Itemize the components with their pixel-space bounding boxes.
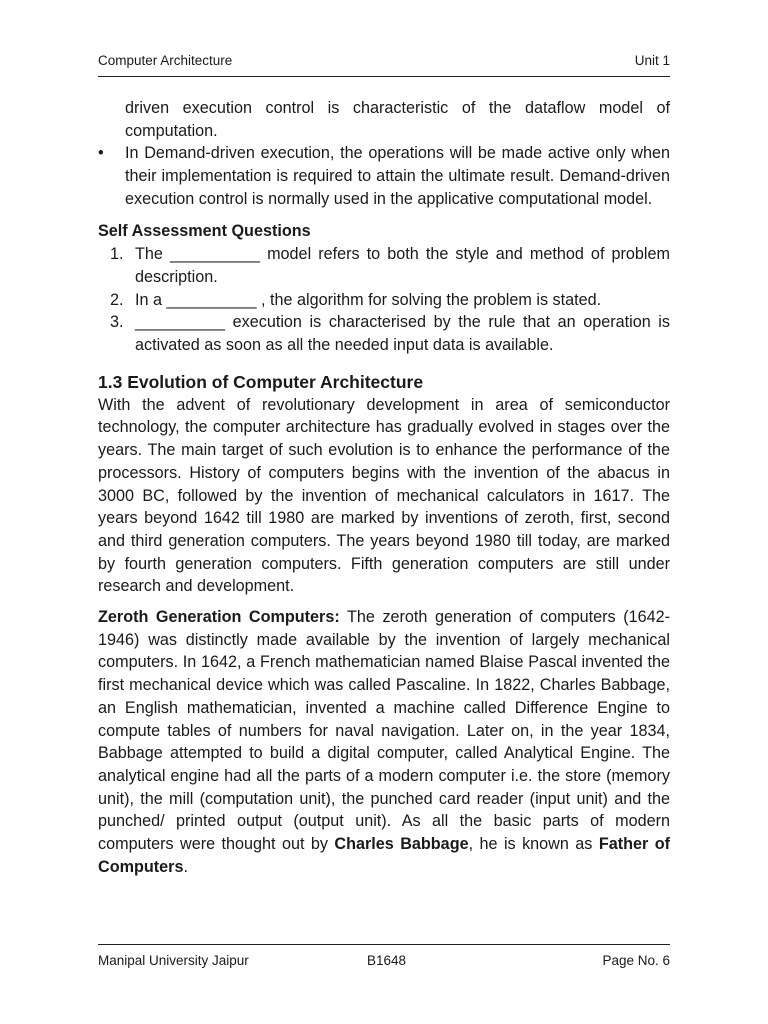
question-number: 2. bbox=[110, 290, 124, 309]
page-footer bbox=[98, 953, 670, 968]
bullet-icon: • bbox=[98, 144, 104, 163]
self-assessment-title: Self Assessment Questions bbox=[98, 221, 311, 240]
question-number: 3. bbox=[110, 313, 124, 332]
page-header bbox=[98, 53, 670, 73]
question-text: The __________ model refers to both the style and method of problem description. bbox=[135, 245, 670, 286]
continuation-paragraph: driven execution control is characteristic of the dataflow model of computation. bbox=[125, 99, 670, 140]
header-rule bbox=[98, 76, 670, 77]
footer-course-code: B1648 bbox=[367, 953, 407, 968]
footer-page-number: Page No. 6 bbox=[602, 953, 670, 968]
zeroth-generation-end: . bbox=[183, 857, 188, 876]
father-of-computers: Father of Computers bbox=[98, 835, 670, 876]
zeroth-generation-paragraph bbox=[98, 606, 670, 878]
section-heading: 1.3 Evolution of Computer Architecture bbox=[98, 371, 424, 392]
zeroth-generation-body: The zeroth generation of computers (1642-1946) was distinctly made available by the invention of largely mechanical computers. In 1642, a French mathematician named Blaise Pascal invented the first mechanical device which was called Pascaline. In 1822, Charles Babbage, an English mathematician, invented a machine called Difference Engine to compute tables of numbers for naval navigation. Later on, in the year 1834, Babbage attempted to build a digital computer, called Analytical Engine. The analytical engine had all the parts of a modern computer i.e. the store (memory unit), the mill (computation unit), the punched card reader (input unit) and the punched/ printed output (output unit). As all the basic parts of modern computers were thought out by bbox=[98, 608, 670, 854]
page-body bbox=[98, 97, 670, 879]
question-item bbox=[98, 289, 670, 312]
babbage-name: Charles Babbage bbox=[334, 835, 469, 854]
question-text: In a __________ , the algorithm for solving the problem is stated. bbox=[135, 290, 602, 309]
question-item bbox=[98, 311, 670, 356]
footer-university: Manipal University Jaipur bbox=[98, 953, 249, 968]
question-item bbox=[98, 243, 670, 288]
zeroth-generation-lead: Zeroth Generation Computers: bbox=[98, 608, 340, 627]
question-text: __________ execution is characterised by the rule that an operation is activated as soon as all the needed input data is available. bbox=[135, 313, 670, 355]
header-course-title: Computer Architecture bbox=[98, 53, 233, 68]
bullet-text: In Demand-driven execution, the operations will be made active only when their implementation is required to attain the ultimate result. Demand-driven execution control is normally used in the applicative computational model. bbox=[125, 144, 670, 208]
zeroth-generation-middle: , he is known as bbox=[468, 835, 599, 854]
bullet-item bbox=[98, 142, 670, 210]
footer-rule bbox=[98, 944, 670, 945]
question-number: 1. bbox=[110, 245, 124, 264]
header-unit-label: Unit 1 bbox=[634, 53, 670, 68]
intro-paragraph: With the advent of revolutionary development in area of semiconductor technology, the computer architecture has gradually evolved in stages over the years. The main target of such evolution is to enhance the performance of the processors. History of computers begins with the invention of the abacus in 3000 BC, followed by the invention of mechanical calculators in 1617. The years beyond 1642 till 1980 are marked by inventions of zeroth, first, second and third generation computers. The years beyond 1980 till today, are marked by fourth generation computers. Fifth generation computers are still under research and development. bbox=[98, 395, 670, 596]
